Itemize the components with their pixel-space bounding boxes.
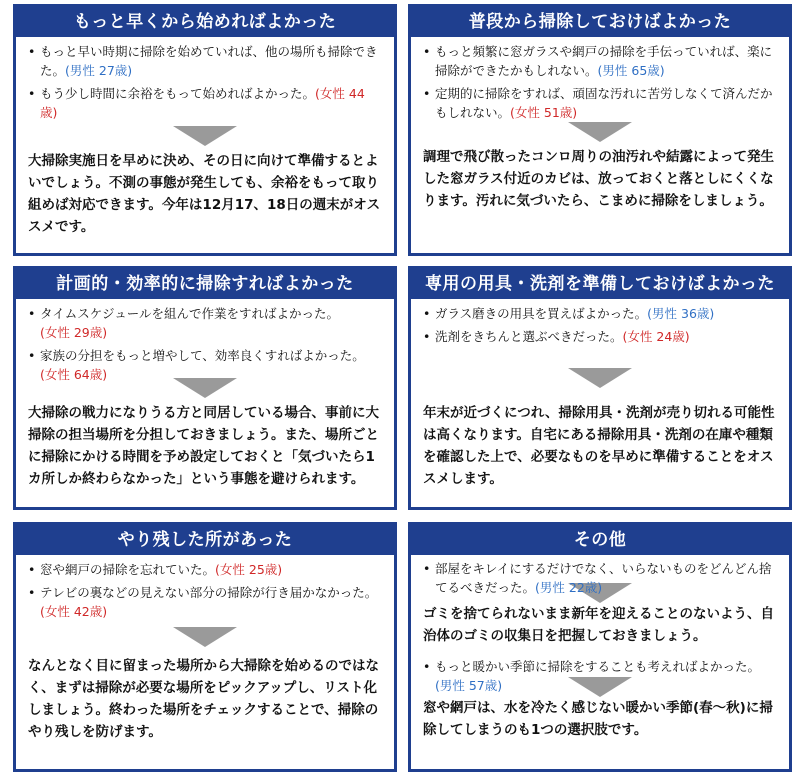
respondent-label: (女性 44歳) — [40, 86, 365, 120]
card-prepare-tools — [408, 266, 792, 510]
voice-item — [28, 84, 382, 122]
card-plan-efficiently — [13, 266, 397, 510]
voice-text: 洗剤をきちんと選ぶべきだった。 — [435, 329, 623, 344]
voice-text: 窓や網戸の掃除を忘れていた。 — [40, 562, 216, 577]
card-missed-spots — [13, 522, 397, 772]
card-title: 計画的・効率的に掃除すればよかった — [16, 269, 394, 299]
advice-text: なんとなく目に留まった場所から大掃除を始めるのではなく、まずは掃除が必要な場所をピックアップし、リスト化しましょう。終わった場所をチェックすることで、掃除のやり残しを防げます。 — [28, 658, 379, 740]
voice-item — [28, 42, 382, 80]
voice-text: もう少し時間に余裕をもって始めればよかった。 — [40, 86, 316, 101]
voice-item — [28, 560, 382, 579]
card-title: もっと早くから始めればよかった — [16, 7, 394, 37]
voice-text: ガラス磨きの用具を買えばよかった。 — [435, 306, 648, 321]
advice-text: 大掃除実施日を早めに決め、その日に向けて準備するとよいでしょう。不測の事態が発生しても、余裕をもって取り組めば対応できます。今年は12月17、18日の週末がオススメです。 — [28, 153, 381, 235]
voice-text: もっと頻繁に窓ガラスや網戸の掃除を手伝っていれば、楽に掃除ができたかもしれない。 — [435, 44, 773, 78]
respondent-label: (男性 65歳) — [597, 63, 665, 78]
voice-item — [423, 657, 777, 695]
voice-list — [28, 560, 382, 621]
voice-text: タイムスケジュールを組んで作業をすればよかった。 — [40, 306, 340, 321]
card-clean-regularly — [408, 4, 792, 256]
respondent-label: (男性 27歳) — [65, 63, 133, 78]
down-arrow-icon — [568, 122, 632, 142]
voice-item — [28, 346, 382, 384]
card-title: やり残した所があった — [16, 525, 394, 555]
voice-text: もっと早い時期に掃除を始めていれば、他の場所も掃除できた。 — [40, 44, 378, 78]
respondent-label: (女性 64歳) — [40, 367, 108, 382]
voice-item — [423, 42, 777, 80]
voice-item — [423, 304, 777, 323]
respondent-label: (女性 42歳) — [40, 604, 108, 619]
respondent-label: (女性 51歳) — [510, 105, 578, 120]
voice-list — [423, 304, 777, 346]
down-arrow-icon — [173, 627, 237, 647]
voice-item — [423, 84, 777, 122]
advice-text: 窓や網戸は、水を冷たく感じない暖かい季節(春～秋)に掃除してしまうのも1つの選択肢です。 — [423, 700, 773, 738]
card-title: その他 — [411, 525, 789, 555]
respondent-label: (男性 57歳) — [435, 678, 503, 693]
advice-text: ゴミを捨てられないまま新年を迎えることのないよう、自治体のゴミの収集日を把握しておきましょう。 — [423, 606, 774, 644]
respondent-label: (女性 25歳) — [215, 562, 283, 577]
down-arrow-icon — [173, 126, 237, 146]
respondent-label: (女性 24歳) — [622, 329, 690, 344]
voice-list — [28, 304, 382, 384]
respondent-label: (男性 22歳) — [535, 580, 603, 595]
voice-text: 部屋をキレイにするだけでなく、いらないものをどんどん捨てるべきだった。 — [435, 561, 772, 595]
voice-item — [28, 583, 382, 621]
down-arrow-icon — [568, 368, 632, 388]
voice-text: テレビの裏などの見えない部分の掃除が行き届かなかった。 — [40, 585, 378, 600]
card-other — [408, 522, 792, 772]
card-title: 専用の用具・洗剤を準備しておけばよかった — [411, 269, 789, 299]
voice-text: 定期的に掃除をすれば、頑固な汚れに苦労しなくて済んだかもしれない。 — [435, 86, 773, 120]
voice-item — [28, 304, 382, 342]
card-start-earlier — [13, 4, 397, 256]
voice-list — [423, 657, 777, 695]
respondent-label: (男性 36歳) — [647, 306, 715, 321]
voice-list — [423, 42, 777, 122]
voice-list — [423, 559, 777, 597]
voice-item — [423, 327, 777, 346]
card-title: 普段から掃除しておけばよかった — [411, 7, 789, 37]
voice-text: もっと暖かい季節に掃除をすることも考えればよかった。 — [435, 659, 761, 674]
advice-text: 調理で飛び散ったコンロ周りの油汚れや結露によって発生した窓ガラス付近のカビは、放っておくと落としにくくなります。汚れに気づいたら、こまめに掃除をしましょう。 — [423, 149, 774, 209]
advice-text: 年末が近づくにつれ、掃除用具・洗剤が売り切れる可能性は高くなります。自宅にある掃除用具・洗剤の在庫や種類を確認した上で、必要なものを早めに準備することをオススメします。 — [423, 405, 775, 487]
voice-list — [28, 42, 382, 122]
advice-text: 大掃除の戦力になりうる方と同居している場合、事前に大掃除の担当場所を分担しておきましょう。また、場所ごとに掃除にかける時間を予め設定しておくと「気づいたら1カ所しか終わらなかった」という事態を避けられます。 — [28, 405, 379, 487]
respondent-label: (女性 29歳) — [40, 325, 108, 340]
voice-item — [423, 559, 777, 597]
voice-text: 家族の分担をもっと増やして、効率良くすればよかった。 — [40, 348, 365, 363]
